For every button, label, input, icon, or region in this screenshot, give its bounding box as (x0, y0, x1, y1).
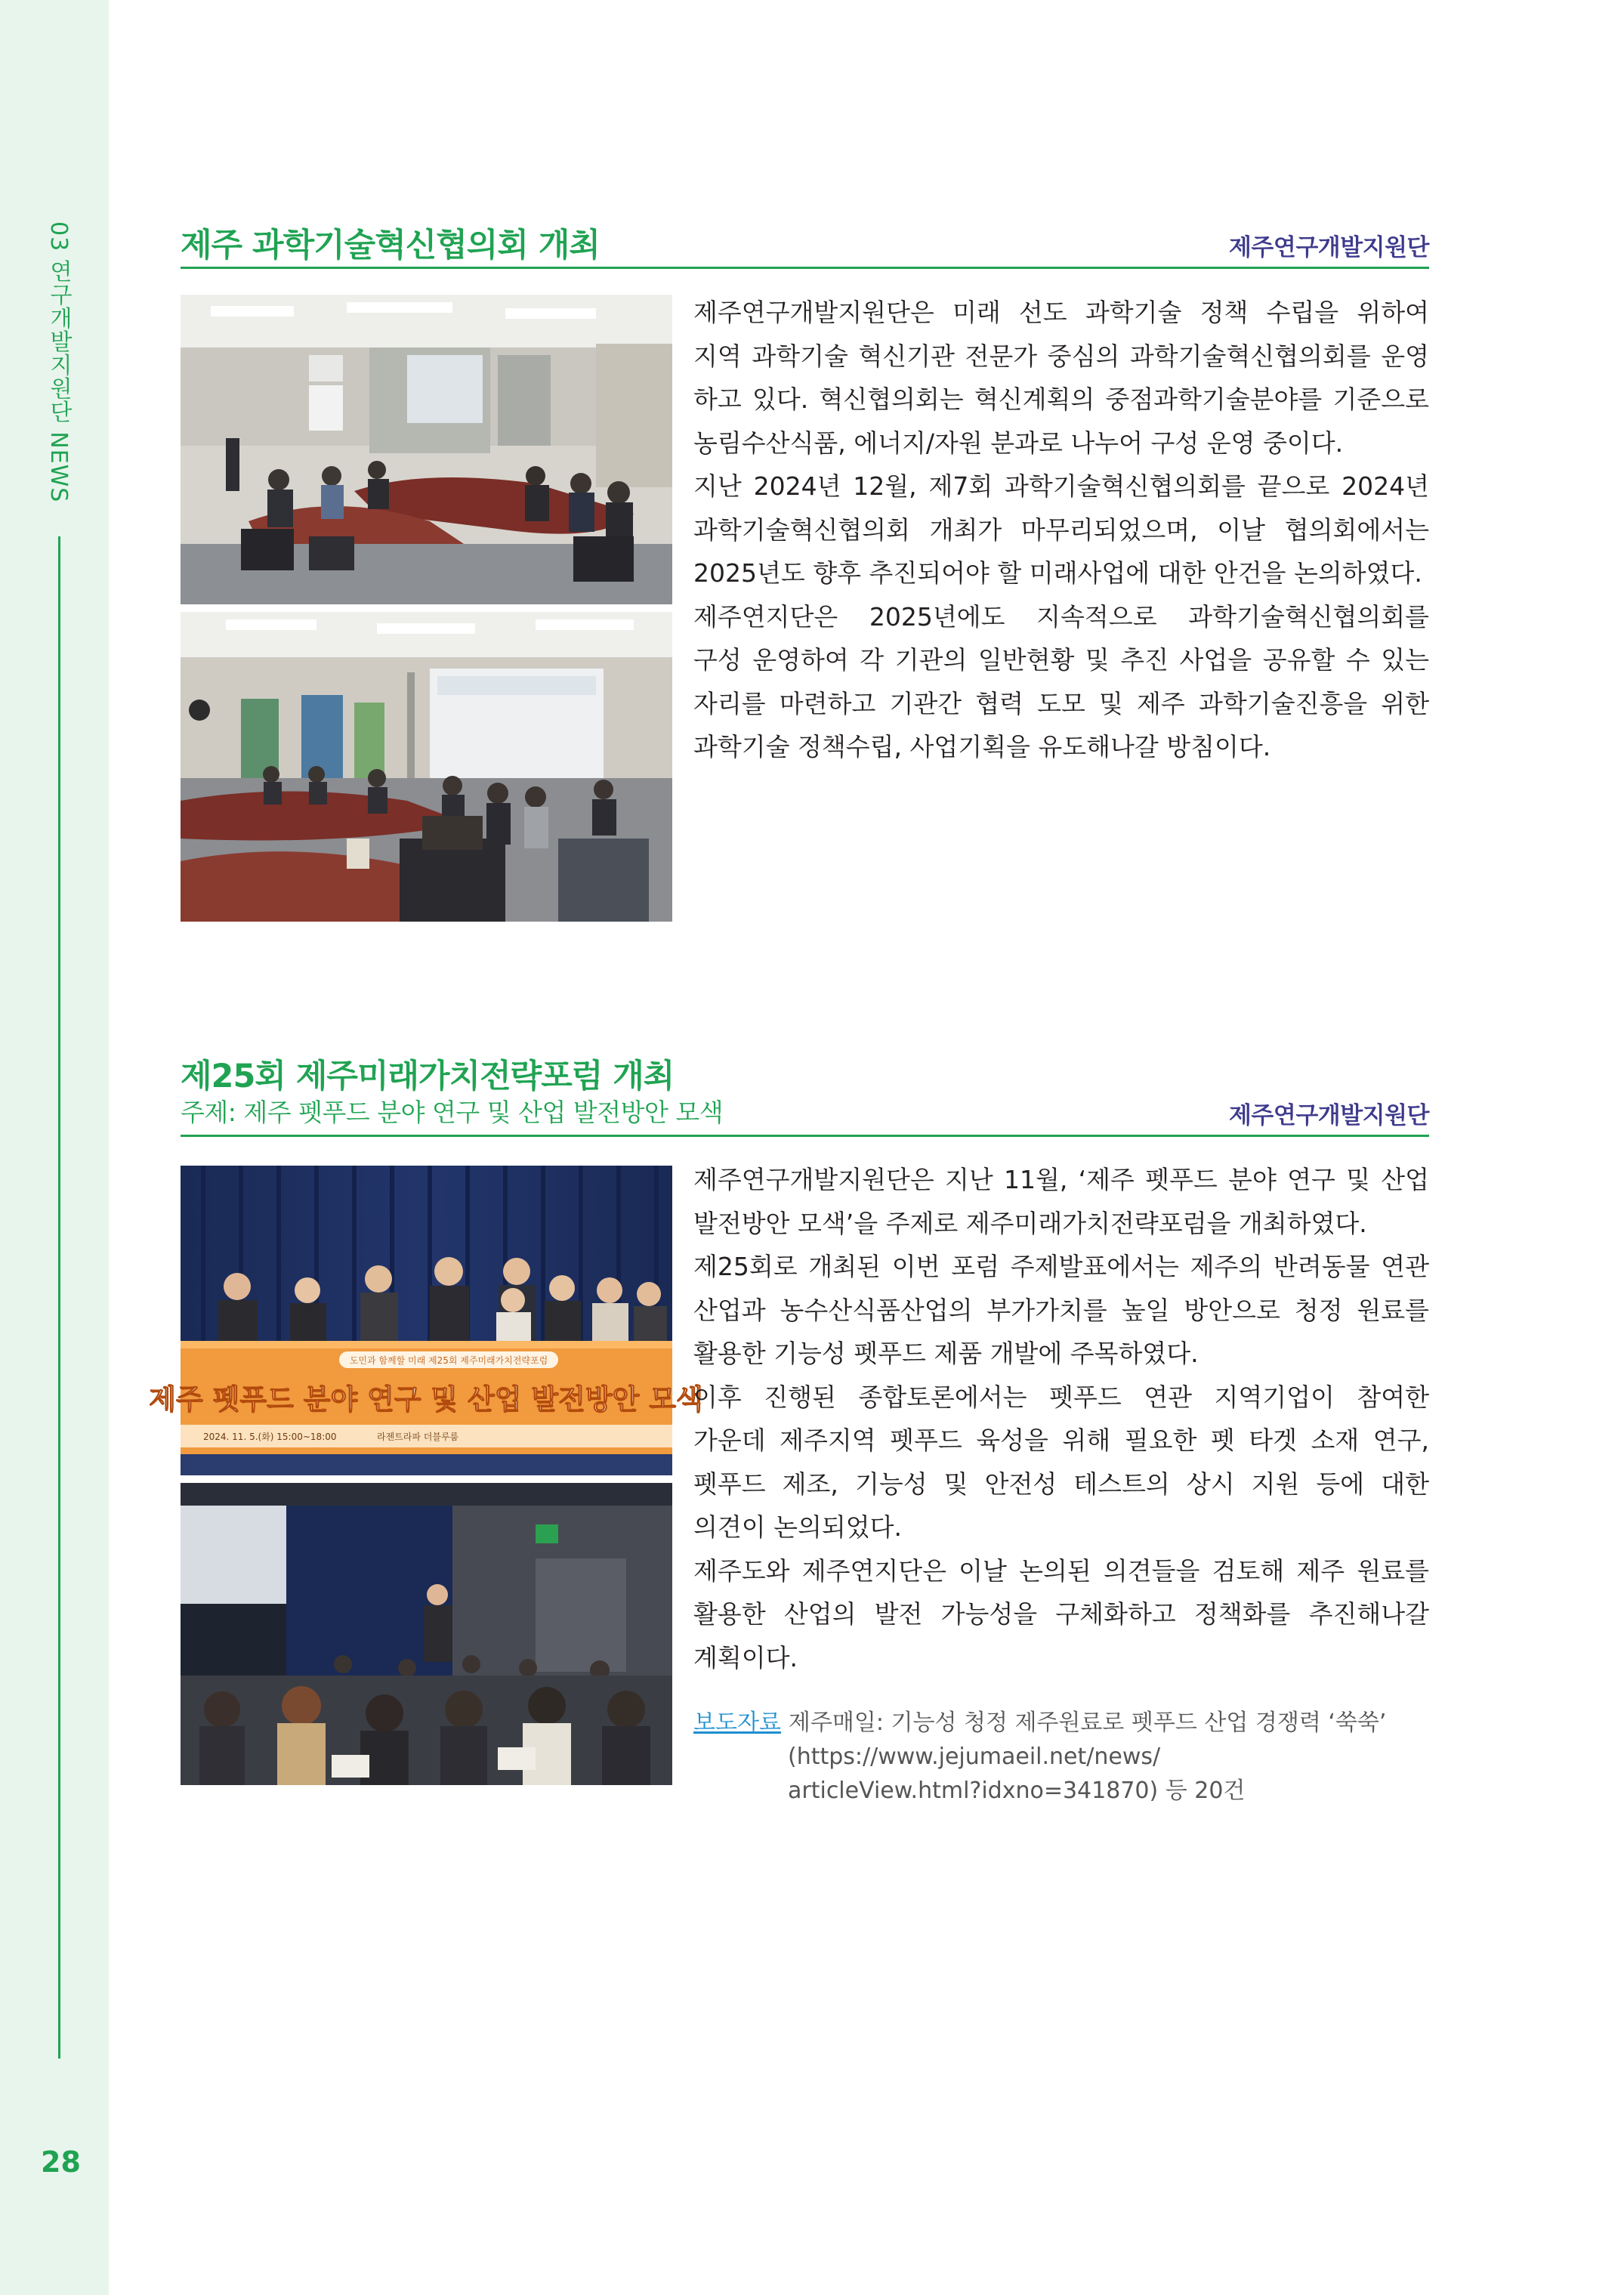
body-line: 과학기술혁신협의회 개최가 마무리되었으며, 이날 협의회에서는 (693, 514, 1429, 545)
sidebar-section-label: 03 연구개발지원단 NEWS (45, 221, 72, 503)
body-line: 2025년도 향후 추진되어야 할 미래사업에 대한 안건을 논의하였다. (693, 558, 1422, 588)
sidebar-divider (58, 536, 60, 2059)
body-line: 지난 2024년 12월, 제7회 과학기술혁신협의회를 끝으로 2024년 (693, 471, 1429, 501)
body-line: 제주도와 제주연지단은 이날 논의된 의견들을 검토해 제주 원료를 (693, 1555, 1429, 1586)
press-release-url-cont: articleView.html?idxno=341870) 등 20건 (788, 1778, 1246, 1804)
banner-main-text: 제주 펫푸드 분야 연구 및 산업 발전방안 모색 (149, 1383, 703, 1416)
body-line: 제25회로 개최된 이번 포럼 주제발표에서는 제주의 반려동물 연관 (693, 1252, 1429, 1281)
body-line: 구성 운영하여 각 기관의 일반현황 및 추진 사업을 공유할 수 있는 (693, 645, 1429, 675)
photo-column (149, 1166, 703, 1785)
press-release-line1: 제주매일: 기능성 청정 제주원료로 펫푸드 산업 경쟁력 ‘쑥쑥’ (788, 1710, 1387, 1736)
body-line: 의견이 논의되었다. (693, 1512, 903, 1542)
body-line: 가운데 제주지역 펫푸드 육성을 위해 필요한 펫 타겟 소재 연구, (693, 1425, 1429, 1455)
body-line: 계획이다. (693, 1642, 798, 1673)
body-line: 지역 과학기술 혁신기관 전문가 중심의 과학기술혁신협의회를 운영 (693, 341, 1429, 371)
photo-column (181, 295, 672, 922)
banner-small-text: 도민과 함께할 미래 제25회 제주미래가치전략포럼 (349, 1355, 548, 1366)
article-title: 제주 과학기술혁신협의회 개최 (181, 227, 600, 264)
body-line: 제주연구개발지원단은 미래 선도 과학기술 정책 수립을 위하여 (693, 298, 1429, 327)
body-line: 펫푸드 제조, 기능성 및 안전성 테스트의 상시 지원 등에 대한 (693, 1469, 1429, 1499)
page-number: 28 (41, 2145, 81, 2179)
meeting-photo-bottom (181, 612, 672, 922)
body-line: 산업과 농수산식품산업의 부가가치를 높일 방안으로 청정 원료를 (693, 1295, 1429, 1325)
article-science-council (181, 215, 1429, 761)
article-future-forum (149, 1056, 1429, 1804)
body-line: 발전방안 모색’을 주제로 제주미래가치전략포럼을 개최하였다. (693, 1208, 1367, 1238)
press-release-url[interactable]: (https://www.jejumaeil.net/news/ (788, 1744, 1161, 1770)
article-header (181, 1056, 1429, 1137)
press-release-link[interactable]: 보도자료 (693, 1710, 781, 1736)
article-org: 제주연구개발지원단 (1228, 1102, 1429, 1129)
body-line: 농림수산식품, 에너지/자원 분과로 나누어 구성 운영 중이다. (693, 428, 1344, 458)
body-line: 제주연지단은 2025년에도 지속적으로 과학기술혁신협의회를 (693, 601, 1429, 632)
article-title: 제25회 제주미래가치전략포럼 개최 (181, 1058, 675, 1095)
body-line: 이후 진행된 종합토론에서는 펫푸드 연관 지역기업이 참여한 (693, 1382, 1429, 1412)
article-header (181, 215, 1429, 269)
body-line: 하고 있다. 혁신협의회는 혁신계획의 중점과학기술분야를 기준으로 (693, 385, 1429, 414)
article-subtitle: 주제: 제주 펫푸드 분야 연구 및 산업 발전방안 모색 (181, 1098, 724, 1127)
article-body (693, 1158, 1429, 1679)
body-line: 자리를 마련하고 기관간 협력 도모 및 제주 과학기술진흥을 위한 (693, 688, 1429, 718)
forum-group-photo (149, 1166, 703, 1475)
banner-venue: 라젠트라파 더블루룸 (377, 1432, 459, 1442)
body-line: 제주연구개발지원단은 지난 11월, ‘제주 펫푸드 분야 연구 및 산업 (693, 1165, 1429, 1194)
body-line: 활용한 산업의 발전 가능성을 구체화하고 정책화를 추진해나갈 (693, 1599, 1429, 1629)
forum-discussion-photo (181, 1483, 672, 1785)
meeting-photo-top (181, 295, 672, 604)
press-release (693, 1706, 1429, 1808)
banner-date: 2024. 11. 5.(화) 15:00~18:00 (203, 1432, 337, 1442)
body-line: 과학기술 정책수립, 사업기획을 유도해나갈 방침이다. (693, 732, 1271, 761)
body-line: 활용한 기능성 펫푸드 제품 개발에 주목하였다. (693, 1339, 1199, 1368)
article-org: 제주연구개발지원단 (1228, 234, 1429, 261)
article-body (693, 291, 1429, 769)
